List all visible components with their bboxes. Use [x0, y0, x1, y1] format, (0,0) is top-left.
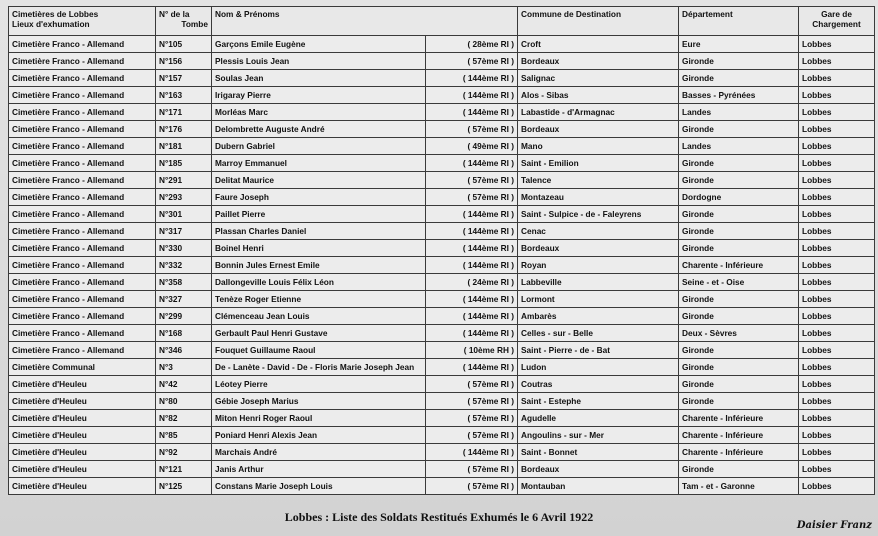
cemetery-cell: Cimetière Franco - Allemand	[9, 308, 156, 325]
name-cell: Delitat Maurice	[212, 172, 426, 189]
header-row	[9, 7, 875, 36]
station-cell: Lobbes	[799, 410, 875, 427]
cemetery-cell: Cimetière d'Heuleu	[9, 427, 156, 444]
regiment-cell: ( 57ème RI )	[426, 121, 518, 138]
name-cell: Constans Marie Joseph Louis	[212, 478, 426, 495]
cemetery-cell: Cimetière Franco - Allemand	[9, 189, 156, 206]
table-row	[9, 138, 875, 155]
station-cell: Lobbes	[799, 36, 875, 53]
cemetery-cell: Cimetière d'Heuleu	[9, 478, 156, 495]
tomb-cell: N°171	[156, 104, 212, 121]
department-cell: Landes	[679, 104, 799, 121]
department-cell: Charente - Inférieure	[679, 257, 799, 274]
tomb-cell: N°181	[156, 138, 212, 155]
tomb-cell: N°185	[156, 155, 212, 172]
station-cell: Lobbes	[799, 189, 875, 206]
table-row	[9, 189, 875, 206]
regiment-cell: ( 57ème RI )	[426, 53, 518, 70]
tomb-cell: N°176	[156, 121, 212, 138]
tomb-cell: N°92	[156, 444, 212, 461]
commune-cell: Royan	[518, 257, 679, 274]
header-tomb-line1: N° de la	[159, 9, 190, 19]
name-cell: Dubern Gabriel	[212, 138, 426, 155]
cemetery-cell: Cimetière Franco - Allemand	[9, 342, 156, 359]
name-cell: Janis Arthur	[212, 461, 426, 478]
cemetery-cell: Cimetière Franco - Allemand	[9, 138, 156, 155]
tomb-cell: N°293	[156, 189, 212, 206]
station-cell: Lobbes	[799, 393, 875, 410]
commune-cell: Saint - Emilion	[518, 155, 679, 172]
tomb-cell: N°327	[156, 291, 212, 308]
commune-cell: Bordeaux	[518, 121, 679, 138]
table-row	[9, 444, 875, 461]
cemetery-cell: Cimetière Franco - Allemand	[9, 172, 156, 189]
exhumation-table	[8, 6, 875, 495]
department-cell: Gironde	[679, 155, 799, 172]
commune-cell: Bordeaux	[518, 461, 679, 478]
commune-cell: Angoulins - sur - Mer	[518, 427, 679, 444]
station-cell: Lobbes	[799, 444, 875, 461]
station-cell: Lobbes	[799, 376, 875, 393]
station-cell: Lobbes	[799, 223, 875, 240]
cemetery-cell: Cimetière d'Heuleu	[9, 393, 156, 410]
department-cell: Gironde	[679, 172, 799, 189]
station-cell: Lobbes	[799, 104, 875, 121]
cemetery-cell: Cimetière d'Heuleu	[9, 376, 156, 393]
cemetery-cell: Cimetière Franco - Allemand	[9, 240, 156, 257]
regiment-cell: ( 144ème RI )	[426, 240, 518, 257]
station-cell: Lobbes	[799, 325, 875, 342]
regiment-cell: ( 10ème RH )	[426, 342, 518, 359]
name-cell: Gerbault Paul Henri Gustave	[212, 325, 426, 342]
table-row	[9, 427, 875, 444]
station-cell: Lobbes	[799, 427, 875, 444]
commune-cell: Mano	[518, 138, 679, 155]
table-body	[9, 36, 875, 495]
table-row	[9, 291, 875, 308]
header-cemetery-line1: Cimetières de Lobbes	[12, 9, 99, 19]
author-signature: Daisier Franz	[796, 520, 872, 531]
cemetery-cell: Cimetière Franco - Allemand	[9, 257, 156, 274]
department-cell: Gironde	[679, 70, 799, 87]
cemetery-cell: Cimetière Franco - Allemand	[9, 206, 156, 223]
regiment-cell: ( 144ème RI )	[426, 104, 518, 121]
department-cell: Charente - Inférieure	[679, 427, 799, 444]
header-tomb-line2: Tombe	[181, 19, 208, 29]
regiment-cell: ( 144ème RI )	[426, 70, 518, 87]
tomb-cell: N°105	[156, 36, 212, 53]
department-cell: Gironde	[679, 240, 799, 257]
name-cell: Léotey Pierre	[212, 376, 426, 393]
regiment-cell: ( 144ème RI )	[426, 359, 518, 376]
header-name: Nom & Prénoms	[212, 7, 518, 36]
regiment-cell: ( 144ème RI )	[426, 444, 518, 461]
station-cell: Lobbes	[799, 70, 875, 87]
commune-cell: Saint - Pierre - de - Bat	[518, 342, 679, 359]
name-cell: Soulas Jean	[212, 70, 426, 87]
name-cell: Marroy Emmanuel	[212, 155, 426, 172]
table-row	[9, 410, 875, 427]
name-cell: Bonnin Jules Ernest Emile	[212, 257, 426, 274]
commune-cell: Coutras	[518, 376, 679, 393]
header-commune: Commune de Destination	[518, 7, 679, 36]
name-cell: Tenèze Roger Etienne	[212, 291, 426, 308]
department-cell: Gironde	[679, 342, 799, 359]
table-row	[9, 325, 875, 342]
tomb-cell: N°157	[156, 70, 212, 87]
table-row	[9, 70, 875, 87]
regiment-cell: ( 144ème RI )	[426, 257, 518, 274]
station-cell: Lobbes	[799, 461, 875, 478]
commune-cell: Celles - sur - Belle	[518, 325, 679, 342]
table-row	[9, 155, 875, 172]
station-cell: Lobbes	[799, 53, 875, 70]
station-cell: Lobbes	[799, 274, 875, 291]
station-cell: Lobbes	[799, 342, 875, 359]
name-cell: Boinel Henri	[212, 240, 426, 257]
tomb-cell: N°121	[156, 461, 212, 478]
table-row	[9, 393, 875, 410]
tomb-cell: N°42	[156, 376, 212, 393]
regiment-cell: ( 57ème RI )	[426, 410, 518, 427]
table-row	[9, 121, 875, 138]
commune-cell: Talence	[518, 172, 679, 189]
commune-cell: Lormont	[518, 291, 679, 308]
commune-cell: Saint - Bonnet	[518, 444, 679, 461]
department-cell: Charente - Inférieure	[679, 410, 799, 427]
station-cell: Lobbes	[799, 240, 875, 257]
name-cell: Miton Henri Roger Raoul	[212, 410, 426, 427]
tomb-cell: N°317	[156, 223, 212, 240]
name-cell: Paillet Pierre	[212, 206, 426, 223]
regiment-cell: ( 144ème RI )	[426, 325, 518, 342]
document-caption: Lobbes : Liste des Soldats Restitués Exhumés le 6 Avril 1922	[284, 510, 594, 524]
tomb-cell: N°301	[156, 206, 212, 223]
commune-cell: Montazeau	[518, 189, 679, 206]
regiment-cell: ( 144ème RI )	[426, 291, 518, 308]
table-row	[9, 87, 875, 104]
department-cell: Gironde	[679, 53, 799, 70]
cemetery-cell: Cimetière d'Heuleu	[9, 461, 156, 478]
header-station-line2: Chargement	[812, 19, 861, 29]
name-cell: Dallongeville Louis Félix Léon	[212, 274, 426, 291]
tomb-cell: N°82	[156, 410, 212, 427]
regiment-cell: ( 144ème RI )	[426, 308, 518, 325]
header-tomb	[156, 7, 212, 36]
tomb-cell: N°3	[156, 359, 212, 376]
table-header	[9, 7, 875, 36]
table-row	[9, 274, 875, 291]
header-department: Département	[679, 7, 799, 36]
regiment-cell: ( 57ème RI )	[426, 376, 518, 393]
commune-cell: Ambarès	[518, 308, 679, 325]
tomb-cell: N°125	[156, 478, 212, 495]
cemetery-cell: Cimetière Franco - Allemand	[9, 87, 156, 104]
department-cell: Gironde	[679, 461, 799, 478]
regiment-cell: ( 49ème RI )	[426, 138, 518, 155]
tomb-cell: N°168	[156, 325, 212, 342]
name-cell: Gébie Joseph Marius	[212, 393, 426, 410]
cemetery-cell: Cimetière Franco - Allemand	[9, 155, 156, 172]
department-cell: Gironde	[679, 308, 799, 325]
department-cell: Gironde	[679, 359, 799, 376]
commune-cell: Salignac	[518, 70, 679, 87]
cemetery-cell: Cimetière Franco - Allemand	[9, 291, 156, 308]
table-row	[9, 257, 875, 274]
table-row	[9, 461, 875, 478]
cemetery-cell: Cimetière Franco - Allemand	[9, 104, 156, 121]
department-cell: Gironde	[679, 376, 799, 393]
station-cell: Lobbes	[799, 206, 875, 223]
regiment-cell: ( 144ème RI )	[426, 206, 518, 223]
commune-cell: Alos - Sibas	[518, 87, 679, 104]
table-row	[9, 342, 875, 359]
station-cell: Lobbes	[799, 359, 875, 376]
tomb-cell: N°358	[156, 274, 212, 291]
name-cell: Plassan Charles Daniel	[212, 223, 426, 240]
department-cell: Charente - Inférieure	[679, 444, 799, 461]
regiment-cell: ( 57ème RI )	[426, 172, 518, 189]
regiment-cell: ( 24ème RI )	[426, 274, 518, 291]
department-cell: Tam - et - Garonne	[679, 478, 799, 495]
tomb-cell: N°156	[156, 53, 212, 70]
table-row	[9, 104, 875, 121]
cemetery-cell: Cimetière Franco - Allemand	[9, 325, 156, 342]
name-cell: Poniard Henri Alexis Jean	[212, 427, 426, 444]
station-cell: Lobbes	[799, 121, 875, 138]
commune-cell: Labastide - d'Armagnac	[518, 104, 679, 121]
cemetery-cell: Cimetière Franco - Allemand	[9, 223, 156, 240]
regiment-cell: ( 57ème RI )	[426, 393, 518, 410]
cemetery-cell: Cimetière Franco - Allemand	[9, 274, 156, 291]
department-cell: Landes	[679, 138, 799, 155]
header-station	[799, 7, 875, 36]
name-cell: Fouquet Guillaume Raoul	[212, 342, 426, 359]
department-cell: Gironde	[679, 121, 799, 138]
cemetery-cell: Cimetière Franco - Allemand	[9, 36, 156, 53]
header-cemetery	[9, 7, 156, 36]
commune-cell: Bordeaux	[518, 53, 679, 70]
department-cell: Seine - et - Oise	[679, 274, 799, 291]
commune-cell: Agudelle	[518, 410, 679, 427]
department-cell: Basses - Pyrénées	[679, 87, 799, 104]
table-row	[9, 36, 875, 53]
commune-cell: Saint - Estephe	[518, 393, 679, 410]
table-row	[9, 359, 875, 376]
tomb-cell: N°332	[156, 257, 212, 274]
regiment-cell: ( 144ème RI )	[426, 223, 518, 240]
commune-cell: Saint - Sulpice - de - Faleyrens	[518, 206, 679, 223]
table-row	[9, 308, 875, 325]
commune-cell: Montauban	[518, 478, 679, 495]
station-cell: Lobbes	[799, 172, 875, 189]
name-cell: Irigaray Pierre	[212, 87, 426, 104]
commune-cell: Cenac	[518, 223, 679, 240]
name-cell: Clémenceau Jean Louis	[212, 308, 426, 325]
name-cell: Morléas Marc	[212, 104, 426, 121]
station-cell: Lobbes	[799, 138, 875, 155]
station-cell: Lobbes	[799, 257, 875, 274]
department-cell: Gironde	[679, 291, 799, 308]
cemetery-cell: Cimetière Communal	[9, 359, 156, 376]
commune-cell: Bordeaux	[518, 240, 679, 257]
table-row	[9, 478, 875, 495]
department-cell: Gironde	[679, 223, 799, 240]
regiment-cell: ( 144ème RI )	[426, 155, 518, 172]
department-cell: Deux - Sèvres	[679, 325, 799, 342]
table-row	[9, 206, 875, 223]
station-cell: Lobbes	[799, 87, 875, 104]
station-cell: Lobbes	[799, 478, 875, 495]
table-row	[9, 223, 875, 240]
regiment-cell: ( 28ème RI )	[426, 36, 518, 53]
department-cell: Gironde	[679, 206, 799, 223]
name-cell: Faure Joseph	[212, 189, 426, 206]
regiment-cell: ( 57ème RI )	[426, 189, 518, 206]
commune-cell: Labbeville	[518, 274, 679, 291]
table-row	[9, 376, 875, 393]
header-station-line1: Gare de	[821, 9, 852, 19]
name-cell: Garçons Emile Eugène	[212, 36, 426, 53]
regiment-cell: ( 57ème RI )	[426, 427, 518, 444]
tomb-cell: N°163	[156, 87, 212, 104]
name-cell: De - Lanète - David - De - Floris Marie Joseph Jean	[212, 359, 426, 376]
tomb-cell: N°346	[156, 342, 212, 359]
station-cell: Lobbes	[799, 291, 875, 308]
tomb-cell: N°80	[156, 393, 212, 410]
regiment-cell: ( 144ème RI )	[426, 87, 518, 104]
cemetery-cell: Cimetière Franco - Allemand	[9, 70, 156, 87]
station-cell: Lobbes	[799, 155, 875, 172]
cemetery-cell: Cimetière d'Heuleu	[9, 444, 156, 461]
table-row	[9, 53, 875, 70]
regiment-cell: ( 57ème RI )	[426, 478, 518, 495]
cemetery-cell: Cimetière d'Heuleu	[9, 410, 156, 427]
table-row	[9, 172, 875, 189]
tomb-cell: N°299	[156, 308, 212, 325]
commune-cell: Croft	[518, 36, 679, 53]
commune-cell: Ludon	[518, 359, 679, 376]
cemetery-cell: Cimetière Franco - Allemand	[9, 53, 156, 70]
department-cell: Dordogne	[679, 189, 799, 206]
regiment-cell: ( 57ème RI )	[426, 461, 518, 478]
station-cell: Lobbes	[799, 308, 875, 325]
name-cell: Delombrette Auguste André	[212, 121, 426, 138]
table-row	[9, 240, 875, 257]
cemetery-cell: Cimetière Franco - Allemand	[9, 121, 156, 138]
tomb-cell: N°85	[156, 427, 212, 444]
department-cell: Gironde	[679, 393, 799, 410]
name-cell: Plessis Louis Jean	[212, 53, 426, 70]
header-cemetery-line2: Lieux d'exhumation	[12, 19, 90, 29]
tomb-cell: N°291	[156, 172, 212, 189]
name-cell: Marchais André	[212, 444, 426, 461]
department-cell: Eure	[679, 36, 799, 53]
tomb-cell: N°330	[156, 240, 212, 257]
